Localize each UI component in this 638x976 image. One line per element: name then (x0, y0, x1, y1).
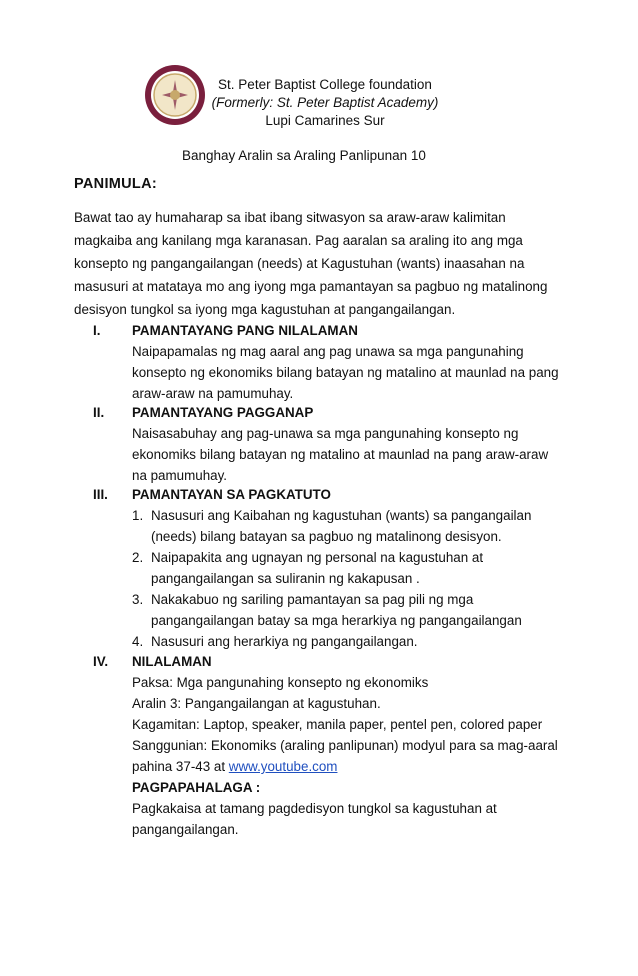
section-1 (0, 320, 638, 400)
kagamitan-line: Kagamitan: Laptop, speaker, manila paper, pentel pen, colored paper (132, 717, 543, 732)
item-line: Nakakabuo ng sariling pamantayan sa pag pili ng mga (151, 592, 474, 607)
pahina-text: pahina 37-43 at (132, 759, 229, 774)
sanggunian-line: Sanggunian: Ekonomiks (araling panlipunan) modyul para sa mag-aaral (132, 738, 558, 753)
section-title: PAMANTAYANG PANG NILALAMAN (132, 323, 358, 338)
aralin-line: Aralin 3: Pangangailangan at kagustuhan. (132, 696, 381, 711)
item-line: (needs) bilang batayan sa pagbuo ng matalinong desisyon. (151, 529, 502, 544)
panimula-heading: PANIMULA: (74, 176, 157, 192)
item-number: 4. (132, 634, 144, 649)
pagpapahalaga-line: Pagkakaisa at tamang pagdedisyon tungkol sa kagustuhan at (132, 801, 497, 816)
section-numeral: II. (93, 405, 105, 420)
paksa-line: Paksa: Mga pangunahing konsepto ng ekonomiks (132, 675, 429, 690)
item-line: pangangailangan sa suliranin ng kakapusan . (151, 571, 420, 586)
section-4 (0, 651, 638, 841)
pagpapahalaga-line: pangangailangan. (132, 822, 239, 837)
section-3 (0, 484, 638, 649)
section-numeral: I. (93, 323, 101, 338)
panimula-paragraph (74, 206, 564, 321)
item-line: pangangailangan batay sa mga herarkiya ng pangangailangan (151, 613, 522, 628)
paragraph-line: konsepto ng pangangailangan (needs) at Kagustuhan (wants) inaasahan na (74, 256, 525, 271)
section-line: araw-araw na pamumuhay. (132, 386, 294, 401)
item-number: 2. (132, 550, 144, 565)
section-title: PAMANTAYANG PAGGANAP (132, 405, 314, 420)
item-line: Nasusuri ang Kaibahan ng kagustuhan (wants) sa pangangailan (151, 508, 532, 523)
section-line: Naisasabuhay ang pag-unawa sa mga pangunahing konsepto ng (132, 426, 519, 441)
school-formerly: (Formerly: St. Peter Baptist Academy) (211, 95, 439, 110)
section-line: na pamumuhay. (132, 468, 228, 483)
section-line: Naipapamalas ng mag aaral ang pag unawa sa mga pangunahing (132, 344, 524, 359)
section-numeral: III. (93, 487, 108, 502)
paragraph-line: desisyon tungkol sa iyong mga kagustuhan at pangangailangan. (74, 302, 456, 317)
paragraph-line: Bawat tao ay humaharap sa ibat ibang sitwasyon sa araw-araw kalimitan (74, 210, 506, 225)
section-line: konsepto ng ekonomiks bilang batayan ng matalino at maunlad na pang (132, 365, 559, 380)
paragraph-line: magkaiba ang kanilang mga karanasan. Pag aaralan sa araling ito ang mga (74, 233, 523, 248)
section-title: PAMANTAYAN SA PAGKATUTO (132, 487, 331, 502)
section-line: ekonomiks bilang batayan ng matalino at maunlad na pang araw-araw (132, 447, 549, 462)
item-line: Naipapakita ang ugnayan ng personal na kagustuhan at (151, 550, 484, 565)
section-numeral: IV. (93, 654, 109, 669)
pagpapahalaga-title: PAGPAPAHALAGA : (132, 780, 261, 795)
pahina-line (132, 756, 337, 777)
section-2 (0, 402, 638, 482)
school-name: St. Peter Baptist College foundation (218, 77, 432, 92)
section-title: NILALAMAN (132, 654, 212, 669)
item-number: 3. (132, 592, 144, 607)
school-location: Lupi Camarines Sur (265, 113, 385, 128)
paragraph-line: masusuri at matataya mo ang iyong mga pamantayan sa pagbuo ng matalinong (74, 279, 548, 294)
item-number: 1. (132, 508, 144, 523)
lesson-plan-title: Banghay Aralin sa Araling Panlipunan 10 (182, 148, 426, 163)
youtube-link[interactable]: www.youtube.com (228, 759, 338, 774)
item-line: Nasusuri ang herarkiya ng pangangailangan. (151, 634, 418, 649)
